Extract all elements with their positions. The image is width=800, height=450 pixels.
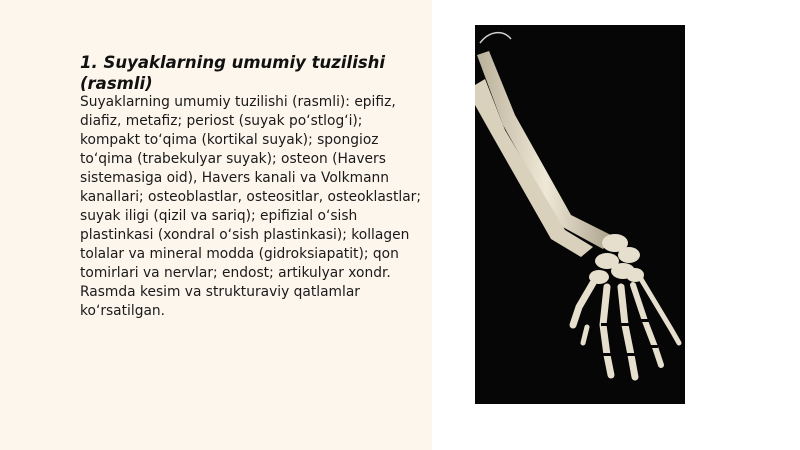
slide-title: 1. Suyaklarning umumiy tuzilishi (rasmli) — [80, 53, 386, 93]
slide-body-text: Suyaklarning umumiy tuzilishi (rasmli): epifiz, diafiz, metafiz; periost (suyak po‘stlog‘i); kompakt to‘qima (kortikal suyak); spongioz to‘qima (trabekulyar suyak); osteon (Havers sistemasiga oid), Havers kanali va Volkmann kanallari; osteoblastlar, osteositlar, osteoklastlar; suyak iligi (qizil va sariq); epifizial o‘sish plastinkasi (xondral o‘sish plastinkasi); kollagen tolalar va mineral modda (gidroksiapatit); qon tomirlari va nervlar; endost; artikulyar xondr. Rasmda kesim va strukturaviy qatlamlar ko‘rsatilgan. — [80, 94, 421, 319]
skeleton-arm-image — [475, 25, 685, 404]
wire-loop — [480, 33, 511, 43]
skeleton-arm-illustration — [475, 25, 685, 404]
finger-bones — [573, 279, 679, 377]
